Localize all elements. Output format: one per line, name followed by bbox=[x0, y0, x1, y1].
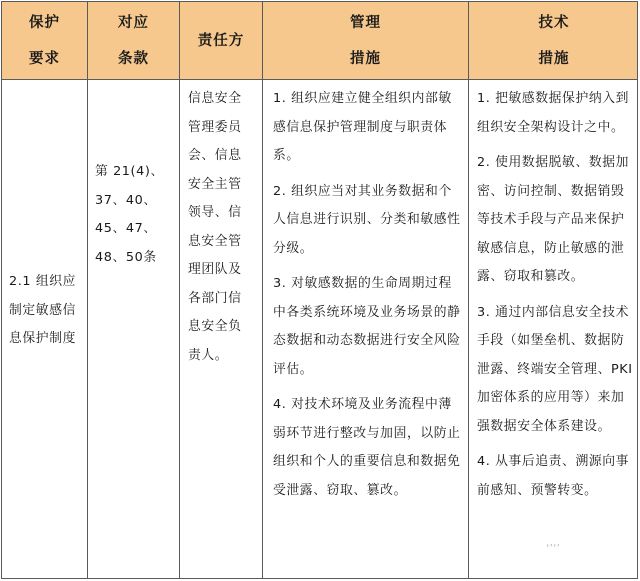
technical-item: 3. 通过内部信息安全技术手段（如堡垒机、数据防泄露、终端安全管理、PKI 加密体系的应用等）来加强数据安全体系建设。 bbox=[477, 304, 633, 434]
cell-management-measures bbox=[263, 80, 468, 578]
cell-technical-measures bbox=[469, 80, 639, 578]
header-management-line2: 措施 bbox=[350, 51, 381, 67]
clauses-text: 第 21(4)、37、40、45、47、48、50条 bbox=[95, 164, 164, 265]
watermark: ‘’‘’ bbox=[546, 542, 560, 555]
header-responsible bbox=[180, 2, 262, 80]
cell-responsible bbox=[180, 80, 262, 578]
header-requirement bbox=[2, 2, 87, 80]
header-clauses-line1: 对应 bbox=[118, 15, 149, 31]
technical-item: 1. 把敏感数据保护纳入到组织安全架构设计之中。 bbox=[477, 91, 630, 135]
technical-item: 2. 使用数据脱敏、数据加密、访问控制、数据销毁等技术手段与产品来保护敏感信息，防止敏感的泄露、窃取和篡改。 bbox=[477, 155, 630, 284]
cell-requirement bbox=[2, 80, 87, 578]
header-management bbox=[263, 2, 468, 80]
header-technical bbox=[469, 2, 639, 80]
header-clauses-line2: 条款 bbox=[118, 51, 149, 67]
protection-table bbox=[1, 1, 638, 579]
header-management-line1: 管理 bbox=[350, 15, 381, 31]
header-requirement-line1: 保护 bbox=[29, 15, 60, 31]
management-item: 4. 对技术环境及业务流程中薄弱环节进行整改与加固，以防止组织和个人的重要信息和数据免受泄露、窃取、篡改。 bbox=[273, 397, 461, 498]
header-technical-line1: 技术 bbox=[538, 15, 570, 31]
table-header-row bbox=[2, 2, 637, 80]
technical-item: 4. 从事后追责、溯源向事前感知、预警转变。 bbox=[477, 454, 630, 498]
cell-clauses bbox=[88, 80, 179, 578]
management-item: 2. 组织应当对其业务数据和个人信息进行识别、分类和敏感性分级。 bbox=[273, 183, 461, 256]
requirement-text: 2.1 组织应制定敏感信息保护制度 bbox=[9, 274, 77, 346]
management-item: 3. 对敏感数据的生命周期过程中各类系统环境及业务场景的静态数据和动态数据进行安全风险评估。 bbox=[273, 276, 461, 377]
management-item: 1. 组织应建立健全组织内部敏感信息保护管理制度与职责体系。 bbox=[273, 91, 452, 163]
header-technical-line2: 措施 bbox=[538, 51, 570, 67]
header-clauses bbox=[88, 2, 179, 80]
header-requirement-line2: 要求 bbox=[29, 51, 60, 67]
responsible-text: 信息安全管理委员会、信息安全主管领导、信息安全管理团队及各部门信息安全负责人。 bbox=[188, 91, 242, 363]
header-responsible-line1: 责任方 bbox=[197, 33, 245, 49]
